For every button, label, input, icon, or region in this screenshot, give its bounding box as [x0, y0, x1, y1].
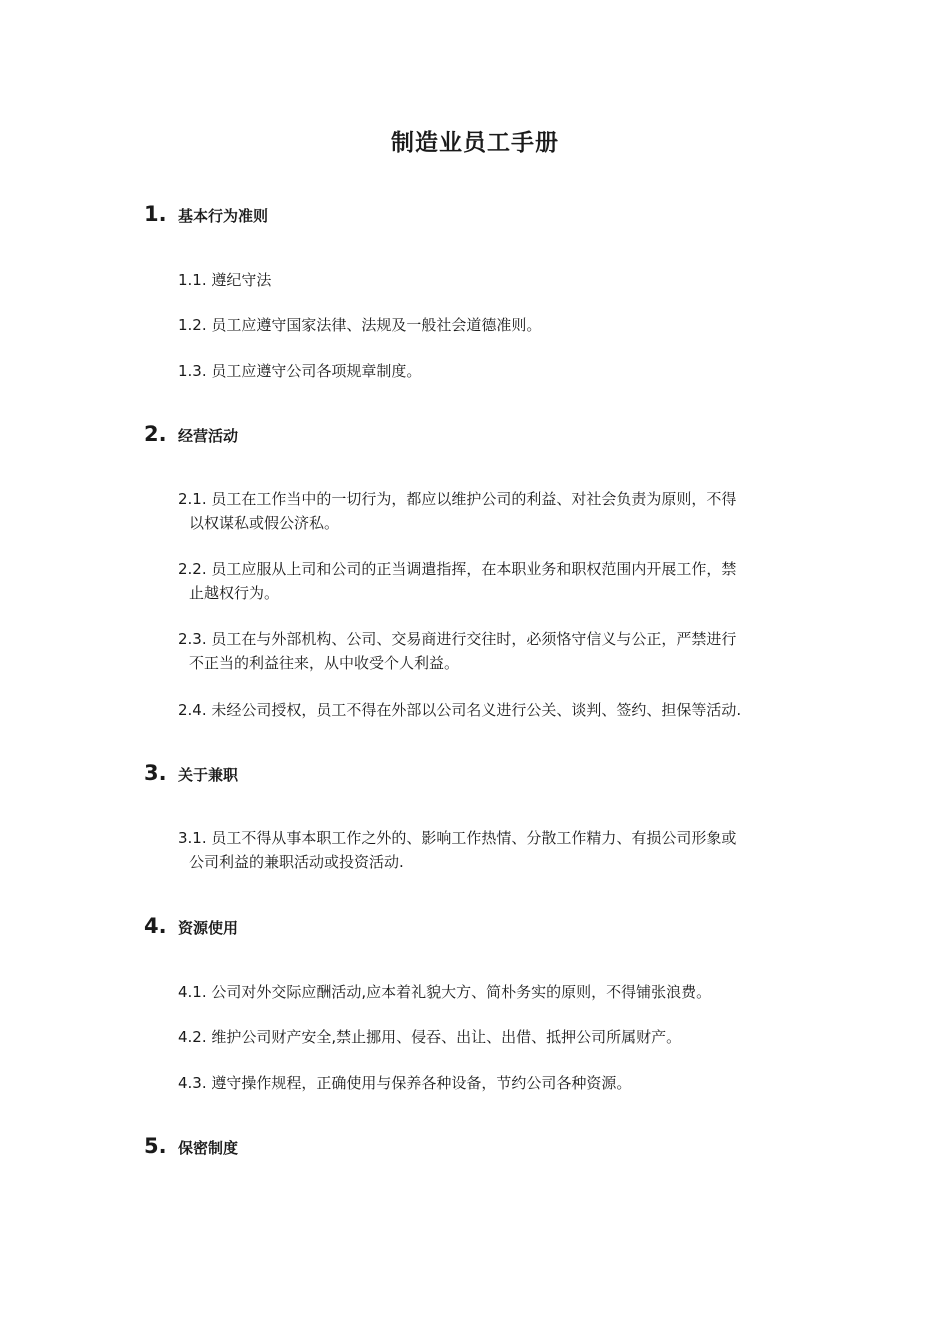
- clause-3-1: [178, 826, 810, 874]
- document-title: 制造业员工手册: [391, 130, 559, 156]
- clause-1-3: [178, 359, 810, 383]
- clause-text: 4.3. 遵守操作规程，正确使用与保养各种设备，节约公司各种资源。: [178, 1074, 632, 1092]
- section-title: 资源使用: [178, 919, 239, 937]
- clause-text-continued: 止越权行为。: [189, 584, 280, 602]
- section-number: 3.: [144, 761, 167, 785]
- section-heading-1: [144, 202, 268, 232]
- clause-text: 2.2. 员工应服从上司和公司的正当调遣指挥，在本职业务和职权范围内开展工作，禁: [178, 560, 737, 578]
- clause-text: 2.1. 员工在工作当中的一切行为，都应以维护公司的利益、对社会负责为原则，不得: [178, 490, 737, 508]
- clause-text: 3.1. 员工不得从事本职工作之外的、影响工作热情、分散工作精力、有损公司形象或: [178, 829, 737, 847]
- clause-1-2: [178, 313, 810, 337]
- section-number: 1.: [144, 202, 167, 226]
- section-heading-3: [144, 761, 238, 791]
- section-heading-5: [144, 1134, 238, 1164]
- section-heading-4: [144, 914, 238, 944]
- section-title: 保密制度: [178, 1139, 239, 1157]
- clause-text-continued: 以权谋私或假公济私。: [189, 514, 340, 532]
- clause-text-continued: 不正当的利益往来，从中收受个人利益。: [189, 654, 460, 672]
- clause-1-1: [178, 268, 810, 292]
- section-title: 基本行为准则: [178, 207, 269, 225]
- section-number: 5.: [144, 1134, 167, 1158]
- section-number: 2.: [144, 422, 167, 446]
- clause-2-3: [178, 627, 810, 675]
- clause-text: 4.2. 维护公司财产安全,禁止挪用、侵吞、出让、出借、抵押公司所属财产。: [178, 1028, 682, 1046]
- clause-text: 1.3. 员工应遵守公司各项规章制度。: [178, 362, 422, 380]
- clause-4-1: [178, 980, 810, 1004]
- clause-text: 4.1. 公司对外交际应酬活动,应本着礼貌大方、简朴务实的原则，不得铺张浪费。: [178, 983, 712, 1001]
- clause-4-3: [178, 1071, 810, 1095]
- clause-text-continued: 公司利益的兼职活动或投资活动.: [189, 853, 404, 871]
- section-heading-2: [144, 422, 238, 452]
- section-number: 4.: [144, 914, 167, 938]
- clause-2-4: [178, 698, 810, 722]
- clause-text: 1.2. 员工应遵守国家法律、法规及一般社会道德准则。: [178, 316, 542, 334]
- clause-2-2: [178, 557, 810, 605]
- clause-2-1: [178, 487, 810, 535]
- clause-4-2: [178, 1025, 810, 1049]
- section-title: 关于兼职: [178, 766, 239, 784]
- clause-text: 2.4. 未经公司授权，员工不得在外部以公司名义进行公关、谈判、签约、担保等活动.: [178, 701, 742, 719]
- clause-text: 1.1. 遵纪守法: [178, 271, 272, 289]
- clause-text: 2.3. 员工在与外部机构、公司、交易商进行交往时，必须恪守信义与公正，严禁进行: [178, 630, 737, 648]
- section-title: 经营活动: [178, 427, 239, 445]
